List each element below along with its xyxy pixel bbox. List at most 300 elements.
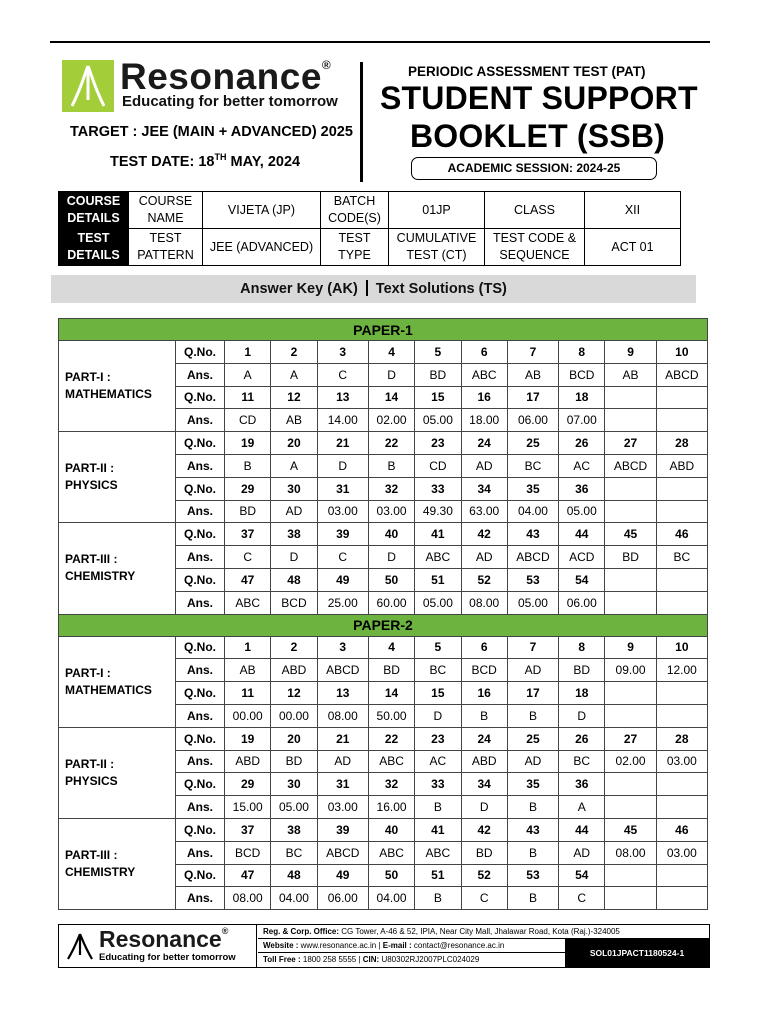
answer-value: BC [559,750,605,773]
answer-value: CD [415,454,461,477]
answer-value: B [415,887,461,910]
question-number: 23 [415,727,461,750]
question-number: 12 [271,386,317,409]
question-number: 35 [507,477,558,500]
question-row [59,727,708,750]
pat-title: PERIODIC ASSESSMENT TEST (PAT) [408,64,646,79]
answer-value: AD [271,500,317,523]
answer-value: 14.00 [317,409,368,432]
question-number: 22 [368,727,414,750]
answer-value: B [225,454,271,477]
answer-value [656,704,707,727]
answer-value: AC [559,454,605,477]
answer-value: 06.00 [559,591,605,614]
answer-value: 08.00 [605,841,656,864]
question-number: 11 [225,386,271,409]
question-number: 43 [507,523,558,546]
question-number: 39 [317,818,368,841]
question-number: 11 [225,682,271,705]
question-number: 47 [225,864,271,887]
answer-key-banner [51,275,696,303]
question-number: 48 [271,568,317,591]
answer-value: 49.30 [415,500,461,523]
question-number: 7 [507,636,558,659]
course-cell: ACT 01 [585,229,681,266]
course-cell: CUMULATIVE TEST (CT) [389,229,485,266]
answer-value: C [317,546,368,569]
brand-name: Resonance® [120,56,332,97]
answer-value: 12.00 [656,659,707,682]
footer [58,924,710,968]
question-number [605,568,656,591]
question-number: 32 [368,477,414,500]
part-label [59,727,176,818]
question-number [656,773,707,796]
question-number [656,682,707,705]
question-number: 12 [271,682,317,705]
course-cell: CLASS [485,192,585,229]
answer-value: BD [605,546,656,569]
course-row [59,192,681,229]
ans-label: Ans. [176,704,225,727]
question-number [656,477,707,500]
answer-value: ABCD [317,841,368,864]
paper-header-row [59,319,708,341]
answer-value: 25.00 [317,591,368,614]
answer-value: 04.00 [271,887,317,910]
course-cell: TEST CODE & SEQUENCE [485,229,585,266]
question-number: 21 [317,727,368,750]
question-number: 22 [368,432,414,455]
part-name: PART-III : [65,552,118,567]
question-number: 30 [271,773,317,796]
part-name: PART-II : [65,461,115,476]
course-details-table [58,191,681,266]
answer-value: 03.00 [317,500,368,523]
question-row [59,636,708,659]
question-number: 7 [507,341,558,364]
answer-value: AB [225,659,271,682]
answer-value [656,409,707,432]
question-number: 16 [461,386,507,409]
part-label [59,636,176,727]
answer-value: 07.00 [559,409,605,432]
qno-label: Q.No. [176,864,225,887]
answer-value: ABCD [317,659,368,682]
part-label [59,341,176,432]
answer-value: 03.00 [368,500,414,523]
footer-brand-name: Resonance® [99,926,229,952]
question-number: 29 [225,477,271,500]
question-number: 30 [271,477,317,500]
question-number: 17 [507,386,558,409]
test-row [59,229,681,266]
test-date: TEST DATE: 18TH MAY, 2024 [110,152,301,170]
answer-value: ABD [271,659,317,682]
question-number: 26 [559,432,605,455]
answer-value: ABC [415,546,461,569]
question-number: 13 [317,386,368,409]
course-cell: COURSE DETAILS [59,192,129,229]
question-number: 23 [415,432,461,455]
question-number: 35 [507,773,558,796]
question-number: 13 [317,682,368,705]
answer-value: 08.00 [225,887,271,910]
question-number [656,864,707,887]
question-row [59,341,708,364]
answer-value: 04.00 [368,887,414,910]
question-number: 28 [656,432,707,455]
question-number: 54 [559,568,605,591]
question-number: 15 [415,682,461,705]
qno-label: Q.No. [176,432,225,455]
question-number: 17 [507,682,558,705]
question-number: 42 [461,523,507,546]
question-number: 9 [605,636,656,659]
answer-value: A [559,796,605,819]
footer-logo [59,925,257,967]
question-number: 53 [507,864,558,887]
target-line: TARGET : JEE (MAIN + ADVANCED) 2025 [70,124,353,140]
answer-value: AB [507,363,558,386]
top-rule [50,41,710,43]
question-number [605,386,656,409]
ans-label: Ans. [176,887,225,910]
resonance-logo [62,56,352,112]
answer-value [605,796,656,819]
footer-contact: Website : www.resonance.ac.in | E-mail : contact@resonance.ac.in [258,939,565,953]
answer-value: ABC [368,841,414,864]
question-number: 39 [317,523,368,546]
question-number: 36 [559,477,605,500]
question-number: 40 [368,818,414,841]
question-number [605,682,656,705]
question-number: 24 [461,727,507,750]
question-number: 4 [368,636,414,659]
course-cell: BATCH CODE(S) [321,192,389,229]
question-number: 19 [225,432,271,455]
banner-answer-key: Answer Key (AK) [240,281,358,297]
ssb-title-line1: STUDENT SUPPORT [380,80,698,116]
answer-value [605,591,656,614]
answer-value: BD [368,659,414,682]
question-number: 52 [461,864,507,887]
question-number: 3 [317,341,368,364]
banner-separator [366,280,368,296]
answer-value: BCD [225,841,271,864]
part-label [59,523,176,614]
course-cell: JEE (ADVANCED) [203,229,321,266]
answer-value: BC [507,454,558,477]
qno-label: Q.No. [176,818,225,841]
question-number: 34 [461,477,507,500]
question-number: 15 [415,386,461,409]
question-number: 50 [368,568,414,591]
answer-value: D [415,704,461,727]
qno-label: Q.No. [176,636,225,659]
part-name: PART-I : [65,370,111,385]
part-subject: MATHEMATICS [65,387,152,402]
part-label [59,818,176,909]
question-number: 20 [271,727,317,750]
question-number: 25 [507,432,558,455]
answer-value: AD [461,454,507,477]
answer-value: ABC [461,363,507,386]
answer-value: 08.00 [461,591,507,614]
question-number: 33 [415,773,461,796]
answer-value: AB [271,409,317,432]
qno-label: Q.No. [176,386,225,409]
question-number: 44 [559,523,605,546]
answer-value: C [559,887,605,910]
answer-value: 05.00 [559,500,605,523]
answer-value: 05.00 [415,409,461,432]
answer-value: ABD [225,750,271,773]
qno-label: Q.No. [176,477,225,500]
question-number: 8 [559,636,605,659]
academic-session: ACADEMIC SESSION: 2024-25 [411,157,657,180]
question-number: 27 [605,727,656,750]
course-cell: TEST TYPE [321,229,389,266]
question-number [605,864,656,887]
question-number: 33 [415,477,461,500]
part-subject: PHYSICS [65,773,118,788]
paper-title: PAPER-1 [59,319,708,341]
question-number: 6 [461,636,507,659]
part-name: PART-I : [65,665,111,680]
answer-value: AD [317,750,368,773]
question-number: 9 [605,341,656,364]
answer-value: CD [225,409,271,432]
question-number: 50 [368,864,414,887]
footer-solution-code: SOL01JPACT1180524-1 [565,939,709,967]
ans-label: Ans. [176,546,225,569]
answer-value: ABC [368,750,414,773]
part-subject: CHEMISTRY [65,865,136,880]
answer-value: AB [605,363,656,386]
answer-value: D [461,796,507,819]
question-number: 19 [225,727,271,750]
part-label [59,432,176,523]
question-number: 53 [507,568,558,591]
qno-label: Q.No. [176,341,225,364]
header-divider [360,62,363,182]
answer-value: D [368,546,414,569]
course-cell: 01JP [389,192,485,229]
course-cell: VIJETA (JP) [203,192,321,229]
answer-value: B [507,704,558,727]
question-number: 21 [317,432,368,455]
question-number: 34 [461,773,507,796]
answer-value [605,704,656,727]
answer-value: 03.00 [656,750,707,773]
answer-value: 05.00 [415,591,461,614]
question-number: 40 [368,523,414,546]
question-number: 25 [507,727,558,750]
question-number: 38 [271,818,317,841]
answer-value: B [507,887,558,910]
answer-value: D [368,363,414,386]
question-number: 18 [559,386,605,409]
answer-value: D [317,454,368,477]
answer-value: 03.00 [656,841,707,864]
answer-value: 03.00 [317,796,368,819]
question-number: 29 [225,773,271,796]
answer-value: ACD [559,546,605,569]
question-number: 6 [461,341,507,364]
question-number: 45 [605,818,656,841]
question-number: 14 [368,386,414,409]
qno-label: Q.No. [176,773,225,796]
answer-value: B [461,704,507,727]
question-number: 46 [656,523,707,546]
question-number: 47 [225,568,271,591]
answer-value: ABCD [605,454,656,477]
paper-header-row [59,614,708,636]
course-cell: TEST DETAILS [59,229,129,266]
question-number: 36 [559,773,605,796]
answer-value: 05.00 [271,796,317,819]
question-number: 5 [415,636,461,659]
question-number: 45 [605,523,656,546]
answer-value: 50.00 [368,704,414,727]
question-number: 14 [368,682,414,705]
question-number: 20 [271,432,317,455]
question-number: 26 [559,727,605,750]
answer-value: BD [271,750,317,773]
ssb-title-line2: BOOKLET (SSB) [410,118,666,154]
answer-value [656,591,707,614]
question-number: 24 [461,432,507,455]
answer-value [605,887,656,910]
answer-value: D [559,704,605,727]
qno-label: Q.No. [176,727,225,750]
answer-value: 00.00 [225,704,271,727]
question-number: 8 [559,341,605,364]
answer-value: 02.00 [605,750,656,773]
answer-value: A [271,454,317,477]
question-number [605,773,656,796]
answer-value: 08.00 [317,704,368,727]
qno-label: Q.No. [176,682,225,705]
question-row [59,818,708,841]
answer-value: ABC [225,591,271,614]
answer-value: BC [415,659,461,682]
banner-text-solutions: Text Solutions (TS) [375,281,507,297]
answer-value: C [225,546,271,569]
answer-value: ABC [415,841,461,864]
qno-label: Q.No. [176,568,225,591]
question-number: 2 [271,341,317,364]
answer-value: AC [415,750,461,773]
question-number: 3 [317,636,368,659]
answer-value: 00.00 [271,704,317,727]
ans-label: Ans. [176,750,225,773]
part-subject: CHEMISTRY [65,569,136,584]
answer-value [605,500,656,523]
question-number: 43 [507,818,558,841]
answer-value: 16.00 [368,796,414,819]
answer-value: B [368,454,414,477]
ans-label: Ans. [176,659,225,682]
answer-value: C [317,363,368,386]
answer-key-table [58,318,708,910]
answer-value: B [507,841,558,864]
question-number: 28 [656,727,707,750]
answer-value: 06.00 [317,887,368,910]
answer-value: AD [507,659,558,682]
question-number: 37 [225,818,271,841]
footer-tollfree: Toll Free : 1800 258 5555 | CIN: U80302RJ2007PLC024029 [263,955,480,964]
answer-value: BC [656,546,707,569]
answer-value: 05.00 [507,591,558,614]
answer-value: BD [559,659,605,682]
ans-label: Ans. [176,454,225,477]
ans-label: Ans. [176,500,225,523]
answer-value [656,796,707,819]
question-number: 1 [225,341,271,364]
answer-value [656,500,707,523]
question-number: 42 [461,818,507,841]
answer-value: AD [507,750,558,773]
ans-label: Ans. [176,796,225,819]
answer-value: 60.00 [368,591,414,614]
qno-label: Q.No. [176,523,225,546]
question-number: 46 [656,818,707,841]
answer-value: BCD [559,363,605,386]
footer-brand-tagline: Educating for better tomorrow [99,952,236,963]
answer-value: BD [461,841,507,864]
question-number: 16 [461,682,507,705]
answer-value: AD [461,546,507,569]
answer-value: ABCD [507,546,558,569]
ans-label: Ans. [176,409,225,432]
answer-value: 63.00 [461,500,507,523]
question-number: 51 [415,568,461,591]
footer-office: Reg. & Corp. Office: CG Tower, A-46 & 52, IPIA, Near City Mall, Jhalawar Road, Kota (Raj.)-324005 [258,925,709,939]
brand-tagline: Educating for better tomorrow [122,93,338,110]
question-number: 51 [415,864,461,887]
answer-value: 06.00 [507,409,558,432]
resonance-mark-icon [62,60,114,112]
part-name: PART-III : [65,848,118,863]
question-number: 31 [317,773,368,796]
answer-value: D [271,546,317,569]
question-number: 44 [559,818,605,841]
part-subject: MATHEMATICS [65,682,152,697]
question-number: 38 [271,523,317,546]
course-cell: TEST PATTERN [129,229,203,266]
paper-title: PAPER-2 [59,614,708,636]
answer-value: BCD [461,659,507,682]
answer-value: 02.00 [368,409,414,432]
answer-value: 18.00 [461,409,507,432]
question-number [656,568,707,591]
course-cell: COURSE NAME [129,192,203,229]
answer-value: BD [415,363,461,386]
question-number: 18 [559,682,605,705]
question-row [59,523,708,546]
answer-value: 09.00 [605,659,656,682]
question-number: 27 [605,432,656,455]
answer-value: ABD [461,750,507,773]
ans-label: Ans. [176,363,225,386]
answer-value: C [461,887,507,910]
answer-value: 15.00 [225,796,271,819]
question-number [605,477,656,500]
answer-value [605,409,656,432]
ans-label: Ans. [176,841,225,864]
